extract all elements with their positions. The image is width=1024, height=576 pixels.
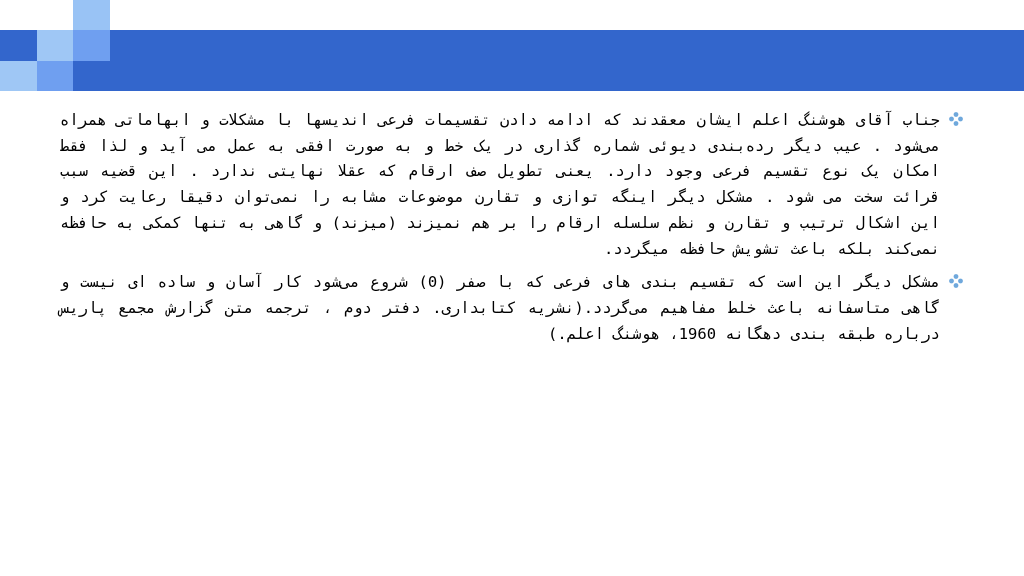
header-band [0,30,1024,91]
bullet-text: مشکل دیگر این است که تقسیم بندی های فرعی که با صفر (0) شروع می‌شود کار آسان و ساده ای نیست و گاهی متاسفانه باعث خلط مفاهیم می‌گردد.(نشریه کتابداری. دفتر دوم ، ترجمه متن گزارش مجمع پاریس درباره طبقه بندی دهگانه 1960، هوشنگ اعلم.) [60,273,940,343]
decorative-square [0,61,37,91]
bullet-item [60,270,972,347]
decorative-square [73,30,110,61]
decorative-square [73,0,110,30]
slide-body [60,108,972,355]
diamond-bullet-icon [948,273,964,289]
decorative-square [37,61,73,91]
diamond-bullet-icon [948,111,964,127]
bullet-text: جناب آقای هوشنگ اعلم ایشان معقدند که ادامه دادن تقسیمات فرعی اندیسها با مشکلات و ابهاماتی همراه می‌شود . عیب دیگر رده‌بندی دیوئی شماره گذاری در یک خط و به صورت افقی به عمل می آید و لذا فقط امکان یک نوع تقسیم فرعی وجود دارد. یعنی تطویل صف ارقام که عقلا نهایتی ندارد . این قضیه سبب قرائت سخت می شود . مشکل دیگر اینگه توازی و تقارن موضوعات مشابه را نمی‌توان دقیقا رعایت کرد و این اشکال ترتیب و تقارن و نظم سلسله ارقام را بر هم نمیزند (میزند) و گاهی به تنها کمکی به حافظه نمی‌کند بلکه باعث تشویش حافظه میگردد. [60,111,940,258]
bullet-item [60,108,972,262]
decorative-square [37,30,73,61]
